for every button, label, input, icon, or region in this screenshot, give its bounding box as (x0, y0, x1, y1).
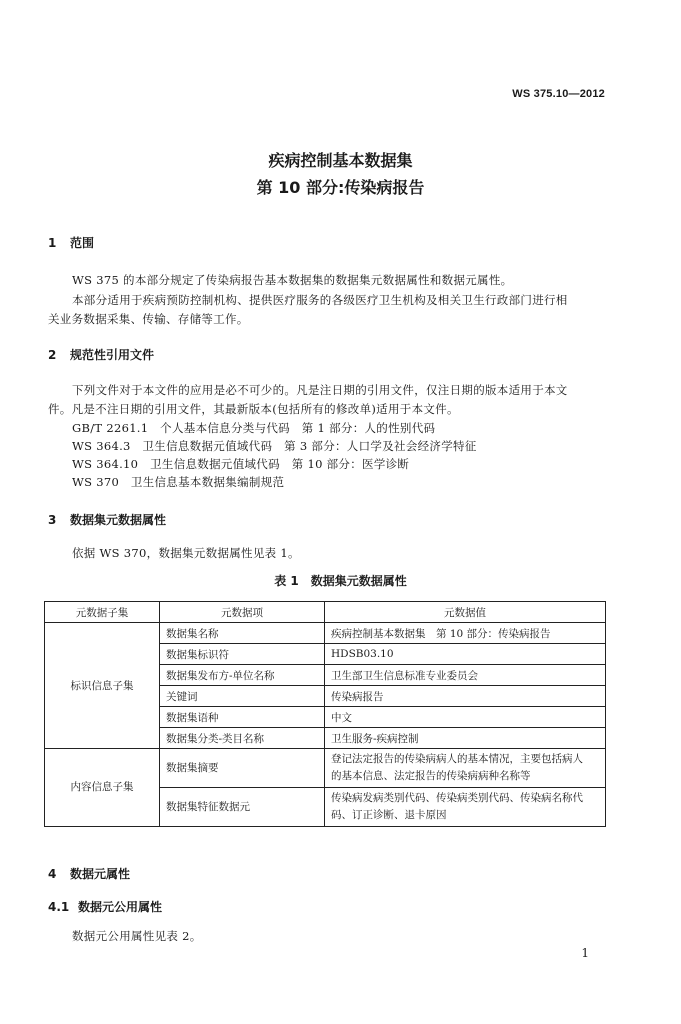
metadata-value: 卫生服务-疾病控制 (325, 728, 606, 749)
document-title-line1: 疾病控制基本数据集 (268, 151, 413, 170)
section-number: 2 (48, 348, 57, 362)
section-3-heading (48, 511, 166, 528)
section-4-heading (48, 865, 130, 882)
metadata-item: 数据集名称 (160, 623, 325, 644)
reference-item: GB/T 2261.1 个人基本信息分类与代码 第 1 部分：人的性别代码 (72, 421, 436, 435)
section-1-heading (48, 234, 94, 251)
metadata-value-line: 传染病发病类别代码、传染病类别代码、传染病名称代 (331, 792, 583, 804)
section-1-paragraph-2b: 关业务数据采集、传输、存储等工作。 (48, 312, 249, 326)
metadata-value-line: 登记法定报告的传染病病人的基本情况，主要包括病人 (331, 753, 583, 765)
section-3-paragraph: 依据 WS 370，数据集元数据属性见表 1。 (72, 546, 300, 560)
section-title: 数据元属性 (70, 867, 131, 881)
table-header-cell: 元数据项 (160, 602, 325, 623)
section-number: 3 (48, 513, 57, 527)
metadata-item: 关键词 (160, 686, 325, 707)
metadata-item: 数据集语种 (160, 707, 325, 728)
metadata-value: 中文 (325, 707, 606, 728)
section-2-paragraph-1a: 下列文件对于本文件的应用是必不可少的。凡是注日期的引用文件，仅注日期的版本适用于本文 (72, 383, 568, 397)
metadata-value: 疾病控制基本数据集 第 10 部分：传染病报告 (325, 623, 606, 644)
metadata-item: 数据集分类-类目名称 (160, 728, 325, 749)
metadata-item: 数据集摘要 (160, 749, 325, 788)
metadata-value: 卫生部卫生信息标准专业委员会 (325, 665, 606, 686)
page-number: 1 (581, 946, 589, 960)
reference-item: WS 364.10 卫生信息数据元值域代码 第 10 部分：医学诊断 (72, 457, 410, 471)
metadata-table (44, 601, 606, 827)
section-title: 数据元公用属性 (78, 900, 163, 914)
reference-item: WS 370 卫生信息基本数据集编制规范 (72, 475, 285, 489)
metadata-value: HDSB03.10 (325, 644, 606, 665)
table-header-cell: 元数据子集 (45, 602, 160, 623)
section-number: 4.1 (48, 900, 70, 914)
metadata-value: 传染病报告 (325, 686, 606, 707)
document-title-line2: 第 10 部分:传染病报告 (256, 178, 425, 197)
section-title: 规范性引用文件 (70, 348, 155, 362)
section-2-paragraph-1b: 件。凡是不注日期的引用文件，其最新版本(包括所有的修改单)适用于本文件。 (48, 402, 459, 416)
metadata-value-line: 的基本信息、法定报告的传染病病种名称等 (331, 770, 531, 782)
metadata-value-line: 码、订正诊断、退卡原因 (331, 809, 447, 821)
metadata-value (325, 749, 606, 788)
section-2-heading (48, 346, 154, 363)
section-1-paragraph-2a: 本部分适用于疾病预防控制机构、提供医疗服务的各级医疗卫生机构及相关卫生行政部门进行相 (72, 293, 568, 307)
group-cell-identification: 标识信息子集 (45, 623, 160, 749)
table-header-cell: 元数据值 (325, 602, 606, 623)
table-header-row (45, 602, 606, 623)
section-title: 范围 (70, 236, 95, 250)
section-4-1-paragraph: 数据元公用属性见表 2。 (72, 929, 202, 943)
standard-code: WS 375.10—2012 (512, 88, 605, 100)
table-row (45, 623, 606, 644)
section-title: 数据集元数据属性 (70, 513, 167, 527)
section-number: 1 (48, 236, 57, 250)
metadata-value (325, 788, 606, 827)
table-1-caption: 表 1 数据集元数据属性 (274, 574, 407, 588)
reference-item: WS 364.3 卫生信息数据元值域代码 第 3 部分：人口学及社会经济学特征 (72, 439, 477, 453)
metadata-item: 数据集标识符 (160, 644, 325, 665)
metadata-item: 数据集发布方-单位名称 (160, 665, 325, 686)
group-cell-content: 内容信息子集 (45, 749, 160, 827)
section-number: 4 (48, 867, 57, 881)
section-1-paragraph-1: WS 375 的本部分规定了传染病报告基本数据集的数据集元数据属性和数据元属性。 (72, 273, 513, 287)
section-4-1-heading (48, 898, 162, 915)
metadata-item: 数据集特征数据元 (160, 788, 325, 827)
table-row (45, 749, 606, 788)
